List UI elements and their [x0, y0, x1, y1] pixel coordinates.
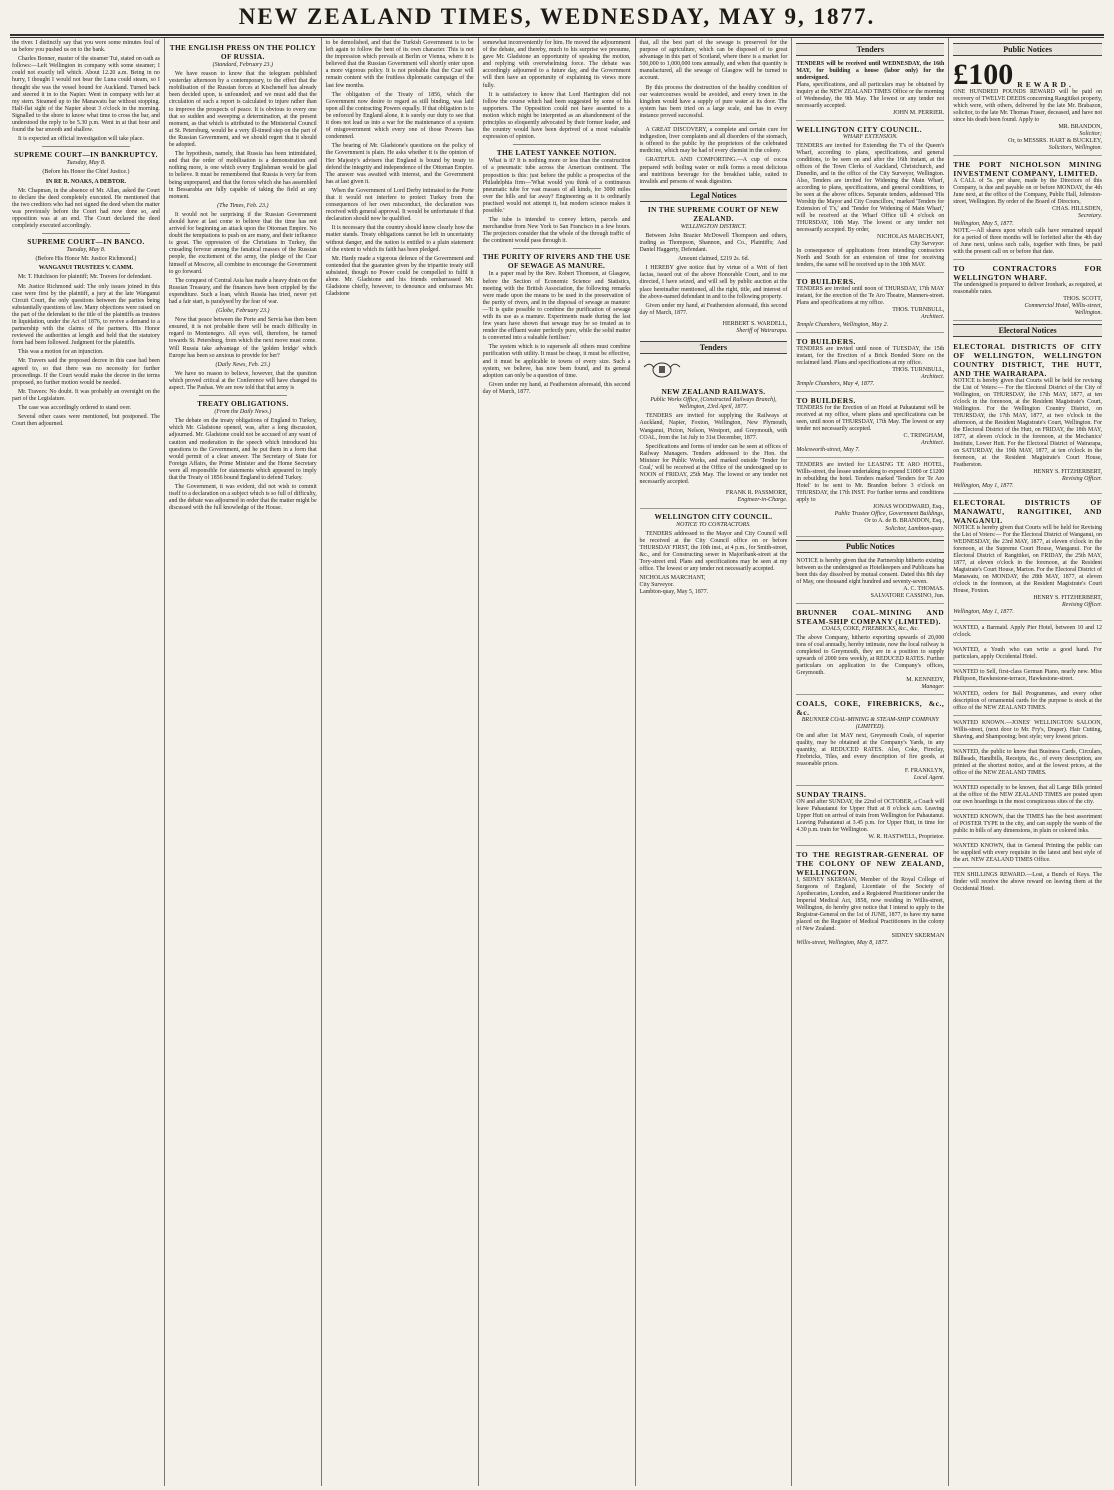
council-title: WELLINGTON CITY COUNCIL. — [654, 511, 773, 521]
paragraph: The conquest of Central Asia has made a heavy drain on the Russian Treasury, and the finances have been crippled by the expenditure. Such a loan, which Russia has tried, never yet had a fair start, is paralysed by the fear of war. — [168, 277, 317, 305]
tender-body: Plans, specifications, and all particulars may be obtained by inquiry at the NEW ZEALAND TIMES Office or the morning of Wednesday, the 9th May. The lowest or any tender not necessarily accepted. — [796, 82, 945, 109]
paragraph: TENDERS are invited for supplying the Railways at Auckland, Napier, Foxton, Wellington, New Plymouth, Wanganui, Picton, Nelson, Westport, and Greymouth, with COAL, from the 1st July to 31st December, 1877. — [639, 413, 788, 441]
wanted-ad — [953, 841, 1102, 868]
paragraph: When the Government of Lord Derby intimated to the Porte that it would not interfere to protect Turkey from the consequences of her own misconduct, the declaration was received with general approval. It would be unfortunate if that declaration should now be qualified. — [325, 187, 474, 223]
signature: THOS. SCOTT, — [1063, 295, 1102, 302]
article-date: Tuesday, May 8. — [66, 247, 106, 254]
paragraph: We have reason to know that the telegram published yesterday afternoon by a contemporary, to the effect that the mobilisation of the Russian forces at Kischeneff has already been decided upon, is unfounded; and we must add that the circulation of such a report is calculated to injure rather than to improve the prospects of peace. It is obvious to every one that so sudden and sweeping a determination, at the present moment, as that which is attributed to the Ministerial Council at St. Petersburg, would be a very ill-timed step on the part of the Russian Government, and we should regret that it should be adopted. — [168, 71, 317, 149]
divider — [42, 233, 130, 234]
signature: THOS. TURNBULL, — [892, 307, 945, 314]
reward-word: REWARD. — [1017, 80, 1074, 89]
signature-title: Sheriff of Wairarapa. — [736, 328, 788, 334]
notice-date: Wellington, May 1, 1877. — [953, 483, 1014, 490]
notice-body: NOTICE is hereby given that the Partnership hitherto existing between us the undersigned as Hotelkeepers and Publicans has been this day dissolved by mutual consent. Dated this 8th day of May, one thousand eight hundred and seventy-seven. — [796, 557, 945, 585]
court-district: WELLINGTON DISTRICT. — [680, 223, 747, 230]
notice-lead: THE PORT NICHOLSON MINING INVESTMENT COMPANY, LIMITED. — [953, 160, 1102, 179]
notice-date: Wellington, May 5, 1877. — [953, 220, 1014, 227]
paragraph: Mr. T. Hutchison for plaintiff; Mr. Travers for defendant. — [18, 274, 152, 281]
signature-title: Solicitors, Wellington. — [1048, 145, 1102, 152]
public-notice — [796, 556, 944, 604]
paragraph: TENDERS addressed to the Mayor and City Council will be received at the City Council office on or before THURSDAY FIRST, the 10th inst., at 4 p.m., for Smith-street, &c., and for Constructing sewer in Majoribank-street at the Tory-street end. Plans and specifications may be seen at my office. The lowest or any tender not necessarily accepted. — [639, 530, 788, 573]
signature-block — [640, 488, 788, 508]
paragraph: Mr. Travers said the proposed decree in this case had been agreed to, so that there was no necessity for further proceedings. If the Court would make the decree in the terms proposed, no further motion would be needed. — [12, 358, 160, 386]
notice-body: NOTICE is hereby given that Courts will be held for Revising the List of Voters:— For the Electoral District of Wanganui, on WEDNESDAY, the 23rd MAY, 1877, at eleven o'clock in the forenoon, at the Supreme Court House, Wanganui. For the Electoral District of Rangitikei, on FRIDAY, the 25th MAY, 1877, at eleven o'clock in the forenoon, at the Resident Magistrate's Court House, Marton. For the Electoral District of Manawatu, on MONDAY, the 28th MAY, 1877, at eleven o'clock in the forenoon, at the Resident Magistrate's Court House, Foxton. — [953, 525, 1102, 595]
article-title: TREATY OBLIGATIONS. — [197, 399, 289, 409]
signature-title: Local Agent. — [913, 775, 945, 782]
signature-title: City Surveyor. — [910, 241, 945, 248]
notice-date: Wellington, May 1, 1877. — [953, 609, 1014, 616]
divider — [513, 248, 601, 249]
notice-body: NOTICE is hereby given that Courts will be held for revising the List of Voters:— For the Electoral District of the City of Wellington, on THURSDAY, the 17th MAY, 1877, at ten o'clock in the forenoon, at the Resident Magistrate's Court, Wellington. For the Wellington Country District, on THURSDAY, the 17th MAY, 1877, at two o'clock in the afternoon, at the Resident Magistrate's Court, Wellington. For the Electoral District of the Hutt, on FRIDAY, the 18th MAY, 1877, at eleven o'clock in the forenoon, at the Mechanics' Institute, Lower Hutt. For the Electoral District of Wairarapa, on SATURDAY, the 19th MAY, 1877, at ten o'clock in the forenoon, at the Resident Magistrate's Court House, Featherston. — [953, 377, 1102, 468]
notice-body: ONE HUNDRED POUNDS REWARD will be paid on recovery of TWELVE DEEDS concerning Rangitikei property, which were, with others, delivered by the late Mr. Brabazon, solicitor, to the late Mr. Thomas Fraser, deceased, and have not since his death been found. Apply to — [953, 89, 1102, 123]
wanted-ad — [953, 667, 1102, 687]
notice-lead: TO CONTRACTORS FOR WELLINGTON WHARF. — [953, 263, 1102, 282]
tender-ad — [796, 123, 944, 273]
signature: SALVATORE CASSINO, Jun. — [870, 592, 945, 599]
signature-title: Solicitor; — [1079, 131, 1102, 138]
signature: THOS. TURNBULL, — [892, 366, 945, 373]
tender-body: TENDERS are invited for LEASING TE ARO HOTEL, Willis-street, the lessee undertaking to expend £1000 or £1200 in rebuilding the hotel. Tenders marked 'Tenders for Te Aro Hotel' to be sent to Mr. Brandon before 3 o'clock on THURSDAY, the 17th INST. For further terms and conditions apply to — [796, 462, 945, 504]
wanted-text: WANTED to Sell, first-class German Piano, nearly new. Miss Philipson, Hawkestone-terrace, Hawkestone-street. — [953, 668, 1102, 682]
public-notice — [796, 606, 944, 695]
advertisement: GRATEFUL AND COMFORTING.—A cup of cocoa prepared with boiling water or milk forms a most delicious and nutritious beverage for the breakfast table, suited to invalids and persons of weak digestion. — [639, 157, 788, 185]
paragraph: We have no reason to believe, however, that the question which proved critical at the Conference will have changed its aspect. The Pashas. We are now told that that army is — [168, 370, 317, 392]
case-title: IN RE R. NOAKS, A DEBTOR. — [45, 178, 126, 185]
paragraph: Given under my hand, at Featherston aforesaid, this second day of March, 1877. — [639, 302, 788, 316]
paragraph: It would not be surprising if the Russian Government should have at last come to believe that the time has not arrived for beginning an attack upon the Ottoman Empire. No doubt the temptations to push on are many, and their influence is great. The oppression of the Christians in Turkey, the crusading fervour among the fanatical masses of the Russian people, the excitement of the army, the pledge of the Czar himself at Moscow, all combine to encourage the Government to go forward. — [168, 211, 317, 275]
court-title: IN THE SUPREME COURT OF NEW ZEALAND. — [647, 204, 779, 223]
notice-body: ON and after SUNDAY, the 22nd of OCTOBER, a Coach will leave Pahautanui for Upper Hutt at 8 o'clock a.m. Leaving Upper Hutt on arrival of train from Wellington for Pahautanui. Leaving Pahautanui at 3.45 p.m. for Upper Hutt, in time for 4.30 p.m. train for Wellington. — [796, 799, 945, 834]
article-title: SUPREME COURT—IN BANKRUPTCY. — [14, 150, 158, 160]
divider — [670, 123, 758, 124]
tender-lead: TO BUILDERS. — [796, 277, 856, 287]
notice-date: Lambton-quay, May 5, 1877. — [639, 589, 709, 596]
signature: HERBERT S. WARDELL, — [722, 320, 788, 327]
paragraph: Mr. Hardy made a vigorous defence of the Government and contended that the guarantee given by the tripartite treaty still subsisted, though no Power could be compelled to fulfil it alone. Mr. Gladstone and his friends embarrassed Mr. Gladstone chiefly, however, to denounce and embarrass Mr. Gladstone — [325, 255, 474, 298]
paragraph: It is satisfactory to know that Lord Hartington did not follow the course which had been suggested by some of his supporters. The Opposition could not have assented to a motion which might be interpreted as an abandonment of the principles so eloquently advocated by their former leader, and the country would have been deprived of a most valuable expression of opinion. — [482, 91, 631, 141]
notice-date: Willis-street, Wellington, May 8, 1877. — [796, 939, 889, 946]
notice-date: Molesworth-street, May 7. — [796, 447, 860, 454]
paragraph: This was a motion for an injunction. — [18, 349, 104, 356]
tender-title: NEW ZEALAND RAILWAYS. — [661, 387, 766, 397]
tender-ad — [796, 335, 944, 392]
signature: JONAS WOODWARD, Esq., — [872, 504, 945, 511]
columns — [8, 38, 1106, 1486]
notice-lead: SUNDAY TRAINS. — [796, 790, 867, 800]
article-source: (Standard, February 23.) — [212, 62, 274, 68]
electoral-notice — [953, 340, 1102, 494]
tender-body: TENDERS for the Erection of an Hotel at Pahautanui will be received at my office, where plans and specifications can be seen, until noon of THURSDAY, 17th May. The lowest or any tender not necessarily accepted. — [796, 404, 945, 432]
notice-note: NOTE.—All shares upon which calls have remained unpaid for a period of three months will be forfeited after the 4th day of June next, unless such calls, together with fines, be paid with the present call on or before that date. — [953, 227, 1102, 255]
column-7 — [949, 38, 1106, 1486]
notice-lead: ELECTORAL DISTRICTS OF MANAWATU, RANGITIKEI, AND WANGANUI. — [953, 498, 1102, 526]
signature-block — [640, 319, 788, 338]
divider — [513, 144, 601, 145]
paragraph: By this process the destruction of the healthy condition of our watercourses would be avoided, and every town in the kingdom would have a supply of pure water at its door. The system has been tried on a large scale, and has in every instance proved successful. — [639, 84, 788, 119]
paragraph: Mr. Justice Richmond said: The only issues joined in this case were first by the plaintiff, a jury at the late Wanganui Circuit Court, the only questions between the parties being substantially questions of law. Many objections were raised on the part of the defendant to the title of the plaintiffs as trustees in liquidation, under the Act of 1876, to revive a demand to a partnership with the claims of the partners. His Honor reviewed the authorities at length and held that the statutory form had been followed. Judgment for the plaintiffs. — [12, 283, 160, 347]
signature-title: Engineer-in-Charge. — [737, 497, 788, 504]
signature: F. FRANKLYN, — [904, 768, 945, 775]
signature-title: Revising Officer. — [1061, 602, 1102, 609]
wanted-ad — [953, 645, 1102, 665]
signature-title: Architect. — [920, 440, 945, 447]
signature: HENRY S. FITZHERBERT, — [1033, 595, 1102, 602]
signature-title: City Surveyor. — [639, 582, 674, 589]
paragraph: The hypothesis, namely, that Russia has been intimidated, and that the order of mobilisation is a demonstration and nothing more, is one which every Englishman would be glad to believe. It must be remembered that Russia is very far from being unprepared, and that the forces which she has assembled in Bessarabia are fully capable of taking the field at any moment. — [168, 151, 317, 200]
signature-title: Public Trustee Office, Government Buildings, — [834, 511, 945, 518]
article-source: (From the Daily News.) — [214, 409, 272, 416]
tender-body: TENDERS are invited until noon of THURSDAY, 17th MAY instant, for the erection of the Te Aro Theatre, Manners-street. Plans and specifications at my office. — [796, 286, 945, 307]
signature-title: Wellington. — [1074, 309, 1102, 316]
paragraph: The bearing of Mr. Gladstone's questions on the policy of the Government is plain. He asks whether it is the opinion of Her Majesty's advisers that England is bound by treaty to defend the integrity and independence of the Ottoman Empire. The answer was awaited with interest, and the Government has at last given it. — [325, 143, 474, 185]
notice-lead: TO THE REGISTRAR-GENERAL OF THE COLONY OF NEW ZEALAND, WELLINGTON. — [796, 849, 945, 877]
paragraph: Between John Brazier McDowell Thompson and others, trading as Thompson, Shannon, and Co., Plaintiffs; And Daniel Haggerty, Defendant. — [639, 232, 788, 254]
notice-body: The undersigned is prepared to deliver Ironbark, as required, at reasonable rates. — [953, 281, 1102, 295]
signature: CHAS. HILLSDEN, — [1052, 206, 1102, 213]
advertisement: A GREAT DISCOVERY, a complete and certain cure for indigestion, liver complaints and all disorders of the stomach, is offered to the public by the proprietors of the celebrated medicine, which may be had of every chemist in the colony. — [639, 127, 788, 155]
section-bar-public-notices: Public Notices — [796, 540, 944, 553]
column-5 — [636, 38, 793, 1486]
article-source: (Daily News, Feb. 23.) — [215, 361, 271, 368]
council-subtitle: NOTICE TO CONTRACTORS. — [676, 521, 751, 528]
tender-lead: TENDERS will be received until WEDNESDAY, the 16th MAY, for building a house (labor only) for the undersigned. — [796, 61, 945, 81]
notice-subtitle: COALS, COKE, FIREBRICKS, &c., &c. — [821, 625, 919, 632]
column-4 — [479, 38, 636, 1486]
tender-body: TENDERS are invited until noon of TUESDAY, the 15th instant, for the Erection of a Brick Bonded Store on the reclaimed land. Plans and specifications at my office. — [796, 345, 945, 366]
wanted-ad — [953, 689, 1102, 716]
paragraph: Several other cases were mentioned, but postponed. The Court then adjourned. — [12, 414, 160, 428]
notice-date: Temple Chambers, May 4, 1877. — [796, 380, 875, 387]
signature: M. KENNEDY, — [906, 676, 945, 683]
signature: C. TRINGHAM, — [903, 432, 945, 439]
paragraph: The tube is intended to convey letters, parcels and merchandise from New York to San Francisco in a few hours. The projectors consider that the whole of the through traffic of the continent would pass through it. — [482, 217, 631, 245]
paragraph: The obligation of the Treaty of 1856, which the Government now desire to regard as still binding, was laid upon all the contracting Powers equally. If that obligation is to be enforced by England alone, it is surely our duty to see that it does not lead us into a war for the maintenance of a system of misgovernment which every one of those Powers has condemned. — [325, 91, 474, 141]
paragraph: It is necessary that the country should know clearly how the matter stands. Treaty obligations cannot be left in uncertainty without danger, and the nation is entitled to a plain statement of the extent to which its faith has been pledged. — [325, 225, 474, 253]
paragraph: (Before His Honor Mr. Justice Richmond.) — [35, 256, 137, 263]
tender-lead: WELLINGTON CITY COUNCIL. — [796, 125, 923, 135]
article-title: THE LATEST YANKEE NOTION. — [496, 148, 617, 158]
notice-date: Temple Chambers, Wellington, May 2. — [796, 321, 889, 328]
signature: MR. BRANDON, — [1058, 124, 1102, 130]
wanted-ad — [953, 783, 1102, 810]
notice-body: I, SIDNEY SKERMAN, Member of the Royal College of Surgeons of England, Licentiate of the Society of Apothecaries, London, and a Registered Practitioner under the Imperial Medical Act, 1858, now residing in Willis-street, Wellington, do hereby give notice that I intend to apply to the Registrar-General on the 1st of JUNE, 1877, to have my name placed on the Register of Medical Practitioners in the colony of New Zealand. — [796, 876, 945, 932]
section-bar-tenders: Tenders — [640, 341, 788, 354]
paragraph: In a paper read by the Rev. Robert Thomson, at Glasgow, before the Section of Economic Science and Statistics, meeting with the British Association, the following remarks were made upon the means to be used in the preservation of the purity of rivers, and in the disposal of sewage as manure:—'It is quite possible to combine the purification of sewage with its use as a manure. Experiments made during the last few years have shown that sewage may be so treated as to render the effluent water perfectly pure, while the solid matter is converted into a valuable fertiliser.' — [482, 271, 631, 342]
wanted-text: WANTED KNOWN, that in General Printing the public can be supplied with every requisite in the latest and best style of the art. NEW ZEALAND TIMES Office. — [953, 842, 1102, 863]
signature-title: Solicitor, Lambton-quay. — [885, 525, 945, 532]
paragraph: Amount claimed, £219 2s. 6d. — [677, 256, 750, 263]
tender-ad — [796, 460, 944, 536]
paragraph: Public Works Office, (Constructed Railways Branch), Wellington, 23rd April, 1877. — [650, 397, 777, 411]
section-bar-public-notices: Public Notices — [953, 43, 1102, 56]
paragraph: (Before his Honor the Chief Justice.) — [42, 169, 130, 176]
column-3 — [322, 38, 479, 1486]
notice-body: The above Company, hitherto exporting upwards of 20,000 tons of coal annually, hereby intimate, now the local railway is completed to Greymouth, they are in a position to supply upwards of 2000 tons weekly, at REDUCED RATES. Further particulars on application to the Company's offices, Greymouth. — [796, 634, 945, 676]
article-source: (The Times, Feb. 23.) — [217, 202, 269, 209]
reward-notice — [953, 59, 1102, 156]
signature: Or to A. de B. BRANDON, Esq., — [864, 518, 945, 525]
signature: JOHN M. PERRIER. — [892, 110, 945, 116]
tender-lead: TO BUILDERS. — [796, 395, 856, 405]
tender-ad — [796, 394, 944, 458]
mining-notice — [953, 158, 1102, 259]
paragraph: somewhat inconveniently for him. He moved the adjournment of the debate, and thereby, much to his surprise we presume, gave Mr. Gladstone an opportunity of speaking the motion, and replying with overwhelming force. The debate was accordingly adjourned to a future day, and the Government will then have an opportunity of explaining its views more fully. — [482, 40, 631, 89]
paragraph: The case was accordingly ordered to stand over. — [18, 405, 132, 412]
wanted-text: WANTED, a Barmaid. Apply Pier Hotel, between 10 and 12 o'clock. — [953, 624, 1102, 638]
contractors-notice — [953, 262, 1102, 321]
signature-title: Commercial Hotel, Willis-street, — [1024, 302, 1102, 309]
electoral-notice — [953, 496, 1102, 620]
paragraph: The debate on the treaty obligations of England to Turkey, which Mr. Gladstone opened, was, after a long discussion, adjourned. Mr. Gladstone could not be accused of any want of caution and moderation in the speech which introduced his questions to the Government, and he put them in a form that would permit of a clear answer. The Secretary of State for Foreign Affairs, the Prime Minister and the Home Secretary were all responsible for statements which appeared to imply that the Treaty of 1856 bound England to defend Turkey. — [168, 418, 317, 481]
signature: A. C. THOMAS. — [903, 585, 945, 592]
column-2 — [165, 38, 322, 1486]
signature-title: Architect. — [920, 373, 945, 380]
column-1 — [8, 38, 165, 1486]
wanted-ad — [953, 747, 1102, 781]
divider — [42, 146, 130, 147]
signature-title: Manager. — [921, 683, 945, 690]
tender-ad — [796, 275, 944, 332]
paragraph: the river. I distinctly say that you were some minutes foul of us before you pushed us on to the bank. — [12, 40, 160, 54]
paragraph: The system which is to supersede all others must combine purification with utility. It must be cheap, it must be effective, and it must be applicable to towns of every size. Such a system, we believe, has now been found, and its general adoption can only be a question of time. — [482, 344, 631, 379]
wanted-ad — [953, 623, 1102, 643]
reward-amount: £100 — [953, 58, 1014, 91]
paragraph: It is expected an official investigation will take place. — [18, 136, 145, 143]
notice-lead: BRUNNER COAL-MINING AND STEAM-SHIP COMPANY (LIMITED). — [796, 607, 945, 626]
signature-title: Revising Officer. — [1061, 476, 1102, 483]
signature-title: Architect. — [920, 314, 945, 321]
public-notice — [796, 697, 944, 786]
crest-icon — [640, 359, 684, 379]
signature: FRANK R. PASSMORE, — [725, 490, 788, 497]
section-bar-tenders: Tenders — [796, 43, 944, 56]
signature: HENRY S. FITZHERBERT, — [1033, 468, 1102, 475]
tender-body: TENDERS are invited for Extending the T's of the Queen's Wharf, according to plans, specifications, and general conditions, to be seen on and after the 16th instant, at the offices of the Town Clerks of Auckland, Christchurch, and Dunedin, and in the office of the City Surveyor, Wellington. Also, Tenders are invited for Widening the Main Wharf, according to plans, specifications, and general conditions, to be seen at the above offices. Separate tenders, addressed 'His Worship the Mayor and City Councillors,' marked 'Tenders for Extension of T's,' and 'Tender for Widening of Main Wharf,' will be received at the Wharf Office till 4 o'clock on THURSDAY, 10th May. The lowest or any tender not necessarily accepted. By order, — [796, 143, 945, 234]
article-title: SUPREME COURT—IN BANCO. — [27, 237, 145, 247]
notice-subtitle: BRUNNER COAL-MINING & STEAM-SHIP COMPANY (LIMITED). — [801, 717, 939, 731]
paragraph: Charles Bonner, master of the steamer Tui, stated on oath as follows:—Left Wellington in company with some steamer; I could not exactly tell which. About 12.20 a.m. Being in no hurry, I thought I would not bear the Luna could steam, so I thought she was the vessel bound for Auckland. Turned back and steered it in to the Napier. Went in company with her at my stern. Steamed up to the Manawatu bar without stopping. Half-flat sight of the Napier about 3 o'clock in the morning. Signalled to the shore to know what time to cross the bar, and understood the reply to be 5.30 p.m. Went in at that hour and found the bar smooth and shallow. — [12, 56, 160, 134]
wanted-text: WANTED KNOWN, that the TIMES has the best assortment of POSTER TYPE in the city, and can supply the wants of the public in bills of any dimensions, in plain or colored inks. — [953, 813, 1102, 834]
column-6 — [792, 38, 949, 1486]
paragraph: that, all the best part of the sewage is preserved for the purpose of agriculture, which can be disposed of to great advantage in this part of Scotland, where there is a market for 500,000 to 1,000,000 tons annually, and when that quantity is manufactured, all the sewage of Glasgow will be turned to account. — [639, 40, 788, 82]
paragraph: Mr. Chapman, in the absence of Mr. Allan, asked the Court to declare the deed completely executed. He mentioned that the two creditors who had not signed the deed when the matter was previously before the Court had now done so, and opposition was at an end. The Court declared the deed completely executed accordingly. — [12, 187, 160, 230]
wanted-text: WANTED, orders for Ball Programmes, and every other description of ornamental cards for the purpose is stock at the office of the NEW ZEALAND TIMES. — [953, 690, 1102, 711]
signature: Or, to MESSRS. HART & BUCKLEY, — [1008, 138, 1102, 145]
article-title: THE PURITY OF RIVERS AND THE USE OF SEWAGE AS MANURE. — [482, 252, 631, 271]
section-bar-electoral: Electoral Notices — [953, 324, 1102, 337]
wanted-ad — [953, 870, 1102, 896]
notice-lead: COALS, COKE, FIREBRICKS, &c., &c. — [796, 699, 945, 718]
case-title: WANGANUI TRUSTEES V. CAMM. — [38, 265, 134, 272]
divider — [199, 395, 287, 396]
paragraph: to be demolished, and that the Turkish Government is to be left again to follow the bent of its own character. This is not the impression which prevails at Berlin or Vienna, where it is believed that the Russian Government will shortly enter upon a more vigorous policy. It is not probable that the Czar will remain content with the fruitless diplomatic campaign of the last few months. — [325, 40, 474, 89]
signature-title: Secretary. — [1078, 213, 1102, 220]
paragraph: I HEREBY give notice that by virtue of a Writ of fieri facias, issued out of the above Honorable Court, and to me directed, I have seized, and will sell by public auction at the place hereinafter mentioned, all the right, title, and interest of the above-named defendant in and to the following property. — [639, 265, 788, 300]
paragraph: Now that peace between the Porte and Servia has then been ensured, it is not probable there will be much difficulty in regard to Montenegro. All eyes will, therefore, be turned towards St. Petersburg, from which the next move must come. Will Russia take advantage of the 'golden bridge' which Europe has been so anxious to provide for her? — [168, 317, 317, 359]
paragraph: Specifications and forms of tender can be seen at offices of Railway Managers. Tenders addressed to the Hon. the Minister for Public Works, and marked outside 'Tender for Coal,' will be received at the Office of the undersigned up to NOON of FRIDAY, 25th May. The lowest or any tender not necessarily accepted. — [639, 443, 788, 486]
wanted-ad — [953, 812, 1102, 839]
signature: NICHOLAS MARCHANT, — [639, 575, 706, 582]
paragraph: What is it? It is nothing more or less than the construction of a pneumatic tube across the American continent. The proposition is this: just before the public a prospectus of the Philadelphia firm—'What would you think of a continuous pneumatic tube for vast masses of all kinds, for 3000 miles over the hills and far away? Engineering as it is ordinarily practised would not attempt it, but modern science makes it possible.' — [482, 158, 631, 214]
wanted-text: WANTED especially to be known, that all Large Bills printed at the office of the NEW ZEALAND TIMES are posted upon our own hoardings in the most conspicuous sites of the city. — [953, 784, 1102, 805]
tender-extra: In consequence of applications from intending contractors North and South for an extension of time for receiving tenders, the same will be received up to the 10th MAY. — [796, 248, 945, 269]
article-source: (Globe, February 23.) — [216, 308, 270, 315]
public-notice — [796, 788, 944, 845]
public-notice — [796, 848, 944, 950]
tender-ad — [796, 59, 944, 121]
signature: W. R. HASTWELL, Proprietor. — [868, 834, 945, 841]
notice-lead: ELECTORAL DISTRICTS OF CITY OF WELLINGTON, WELLINGTON COUNTRY DISTRICT, THE HUTT, AND THE WAIRARAPA. — [953, 341, 1102, 378]
masthead: NEW ZEALAND TIMES, WEDNESDAY, MAY 9, 1877. — [10, 0, 1104, 36]
paragraph: The Government, it was evident, did not wish to commit itself to a declaration on a subject which is so full of difficulty, and the debate was adjourned in order that the matter might be discussed with the full knowledge of the House. — [168, 484, 317, 512]
tender-subtitle: WHARF EXTENSION. — [842, 134, 898, 141]
notice-body: On and after 1st MAY next, Greymouth Coals, of superior quality, may be obtained at the Company's Yards, in any quantity, at REDUCED RATES. Also, Coke, Fireclay, Firebricks, Tiles, and every description of fire goods, at reasonable prices. — [796, 733, 945, 768]
article-title: THE ENGLISH PRESS ON THE POLICY OF RUSSIA. — [169, 43, 316, 61]
wanted-text: WANTED, the public to know that Business Cards, Circulars, Billheads, Handbills, Receipts, &c., of every description, are printed at the shortest notice, and at the lowest prices, at the office of the NEW ZEALAND TIMES. — [953, 748, 1102, 776]
paragraph: Given under my hand, at Featherston aforesaid, this second day of March, 1877. — [482, 381, 631, 395]
section-bar-legal: Legal Notices — [640, 189, 788, 202]
article-date: Tuesday, May 8. — [66, 160, 106, 167]
notice-body: A CALL of 5s. per share, made by the Directors of this Company, is due and payable on or before MONDAY, the 4th June next, at the office of the Company, Public Hall, Johnston-street, Wellington. By order of the Board of Directors, — [953, 178, 1102, 206]
wanted-text: WANTED KNOWN.—JONES' WELLINGTON SALOON, Willis-street, (next door to Mr. Fry's, Draper). Hair Cutting, Shaving, and Shampooing; best style; very lowest prices. — [953, 719, 1102, 740]
tender-lead: TO BUILDERS. — [796, 336, 856, 346]
wanted-text: WANTED, a Youth who can write a good hand. For particulars, apply Occidental Hotel. — [953, 646, 1102, 660]
wanted-ad — [953, 718, 1102, 745]
signature: SIDNEY SKERMAN — [891, 932, 945, 939]
wanted-text: TEN SHILLINGS REWARD.—Lost, a Bunch of Keys. The finder will receive the above reward on leaving them at the Occidental Hotel. — [953, 871, 1102, 892]
reward-header — [953, 58, 1102, 91]
paragraph: Mr. Travers: No doubt. It was probably an oversight on the part of the Legislature. — [12, 388, 160, 402]
signature: NICHOLAS MARCHANT, — [877, 234, 945, 241]
